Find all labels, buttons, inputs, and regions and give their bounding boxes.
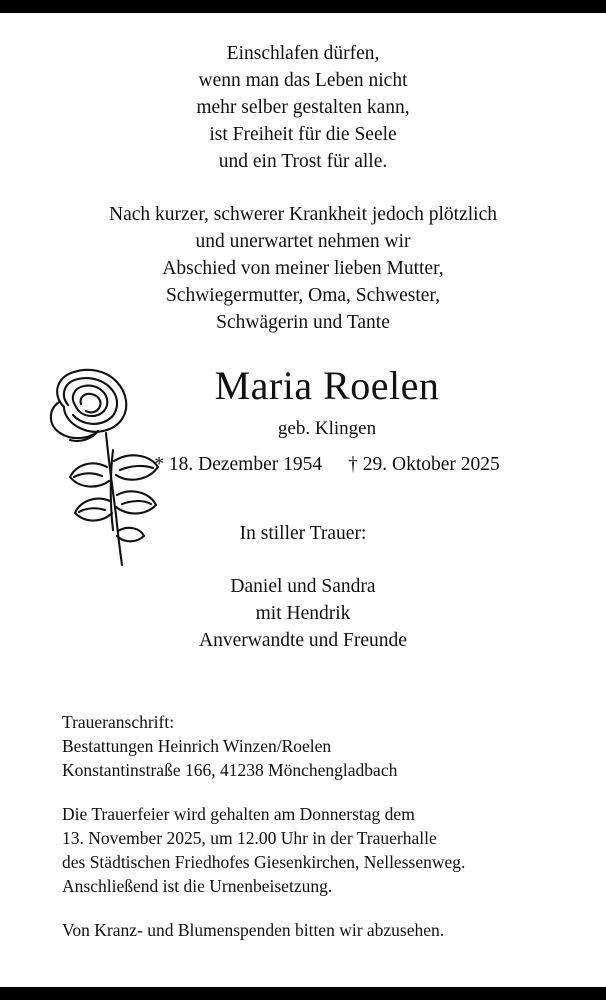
ceremony-text: Die Trauerfeier wird gehalten am Donnerstag dem <box>62 804 415 824</box>
bottom-border-bar <box>0 987 606 1000</box>
address-label: Traueranschrift: <box>62 712 175 732</box>
address-line: Bestattungen Heinrich Winzen/Roelen <box>62 736 332 756</box>
rose-flower-icon <box>34 355 164 570</box>
poem-line: wenn man das Leben nicht <box>198 70 408 91</box>
intro-line: Schwiegermutter, Oma, Schwester, <box>165 285 441 306</box>
ceremony-line <box>62 826 546 850</box>
spacer <box>62 898 546 918</box>
death-date: † 29. Oktober 2025 <box>348 454 500 475</box>
poem-line: mehr selber gestalten kann, <box>196 97 410 118</box>
birth-date: * 18. Dezember 1954 <box>154 454 323 475</box>
ceremony-line: des Städtischen Friedhofes Giesenkirchen, Nellessenweg. <box>62 852 466 872</box>
survivors-block <box>0 573 606 654</box>
poem-line: ist Freiheit für die Seele <box>209 124 397 145</box>
survivor-line: Daniel und Sandra <box>230 576 376 597</box>
intro-line: und unerwartet nehmen wir <box>195 231 411 252</box>
mourning-label: In stiller Trauer: <box>239 523 367 544</box>
poem-block <box>0 40 606 175</box>
name-block <box>0 362 606 478</box>
deceased-name: Maria Roelen <box>214 363 440 408</box>
intro-line: Nach kurzer, schwerer Krankheit jedoch plötzlich <box>109 204 497 225</box>
maiden-name: geb. Klingen <box>277 418 377 439</box>
survivor-line: Anverwandte und Freunde <box>199 630 407 651</box>
ceremony-line <box>62 802 546 826</box>
donation-note: Von Kranz- und Blumenspenden bitten wir abzusehen. <box>62 920 445 940</box>
poem-line: Einschlafen dürfen, <box>226 43 380 64</box>
intro-line: Schwägerin und Tante <box>216 312 390 333</box>
top-border-bar <box>0 0 606 13</box>
ceremony-text: 13. November 2025, um 12.00 Uhr in der Trauerhalle <box>62 828 437 848</box>
poem-line: und ein Trost für alle. <box>218 151 388 172</box>
footer-block <box>0 710 606 942</box>
address-line: Konstantinstraße 166, 41238 Mönchengladbach <box>62 760 398 780</box>
spacer <box>62 782 546 802</box>
ceremony-line: Anschließend ist die Urnenbeisetzung. <box>62 876 333 896</box>
intro-block <box>0 201 606 336</box>
obituary-content <box>0 13 606 987</box>
intro-line: Abschied von meiner lieben Mutter, <box>162 258 444 279</box>
survivor-line: mit Hendrik <box>255 603 351 624</box>
